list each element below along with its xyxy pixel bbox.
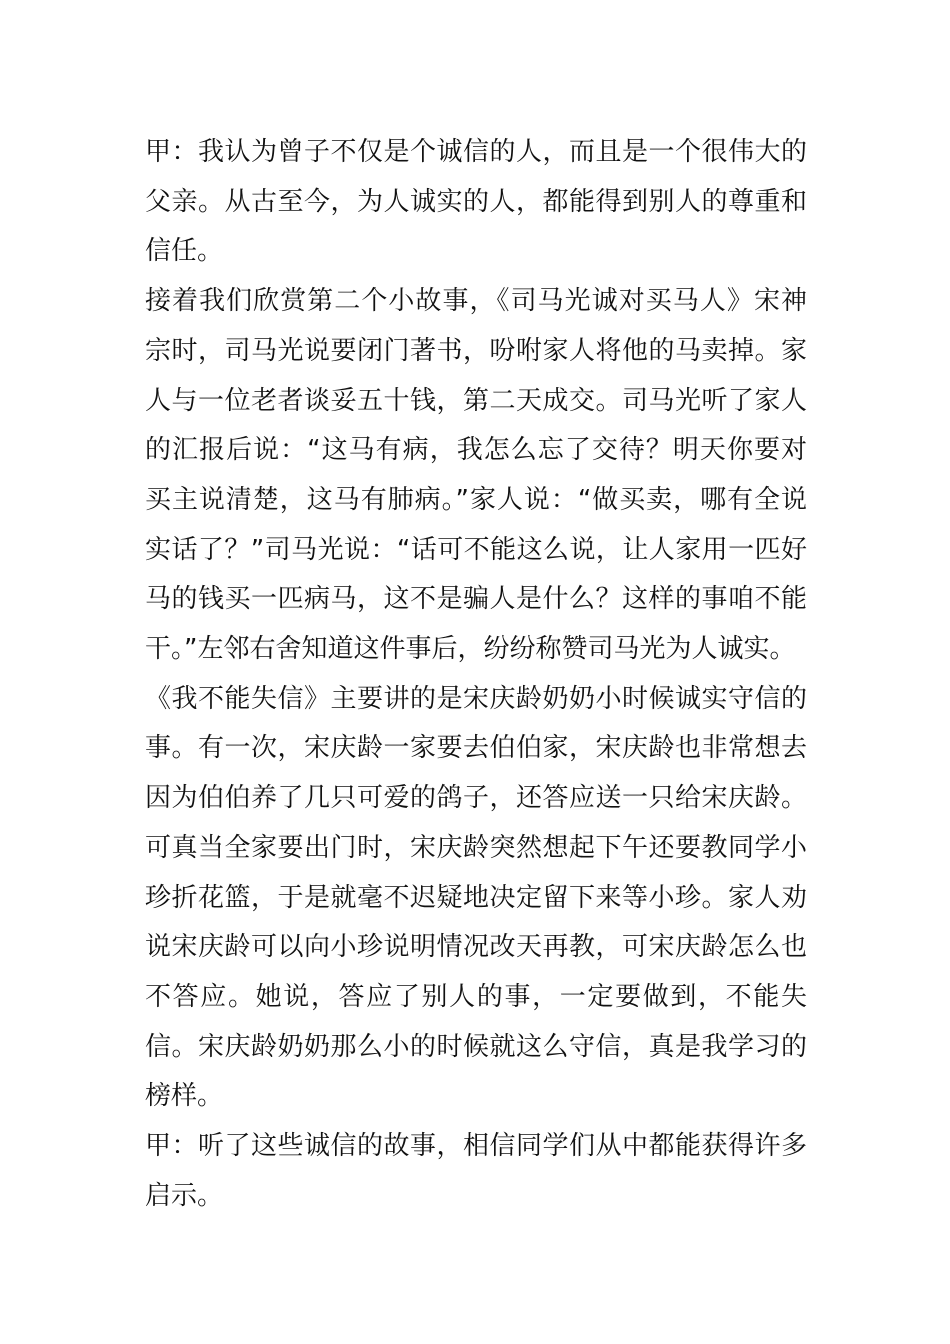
paragraph-closing-remark: 甲：听了这些诚信的故事，相信同学们从中都能获得许多启示。 [145,1131,807,1211]
paragraph-zengzi-comment: 甲：我认为曾子不仅是个诚信的人，而且是一个很伟大的父亲。从古至今，为人诚实的人，都能得到别人的尊重和信任。 [145,137,807,267]
paragraph-song-qingling-story: 《我不能失信》主要讲的是宋庆龄奶奶小时候诚实守信的事。有一次，宋庆龄一家要去伯伯家，宋庆龄也非常想去因为伯伯养了几只可爱的鸽子，还答应送一只给宋庆龄。可真当全家要出门时，宋庆龄突然想起下午还要教同学小珍折花篮，于是就毫不迟疑地决定留下来等小珍。家人劝说宋庆龄可以向小珍说明情况改天再教，可宋庆龄怎么也不答应。她说，答应了别人的事，一定要做到，不能失信。宋庆龄奶奶那么小的时候就这么守信，真是我学习的榜样。 [145,683,807,1112]
document-body [145,128,807,1221]
paragraph-sima-guang-story: 接着我们欣赏第二个小故事，《司马光诚对买马人》宋神宗时，司马光说要闭门著书，吩咐家人将他的马卖掉。家人与一位老者谈妥五十钱，第二天成交。司马光听了家人的汇报后说：“这马有病，我怎么忘了交待？明天你要对买主说清楚，这马有肺病。”家人说：“做买卖，哪有全说实话了？”司马光说：“话可不能这么说，让人家用一匹好马的钱买一匹病马，这不是骗人是什么？这样的事咱不能干。”左邻右舍知道这件事后，纷纷称赞司马光为人诚实。 [145,286,807,665]
